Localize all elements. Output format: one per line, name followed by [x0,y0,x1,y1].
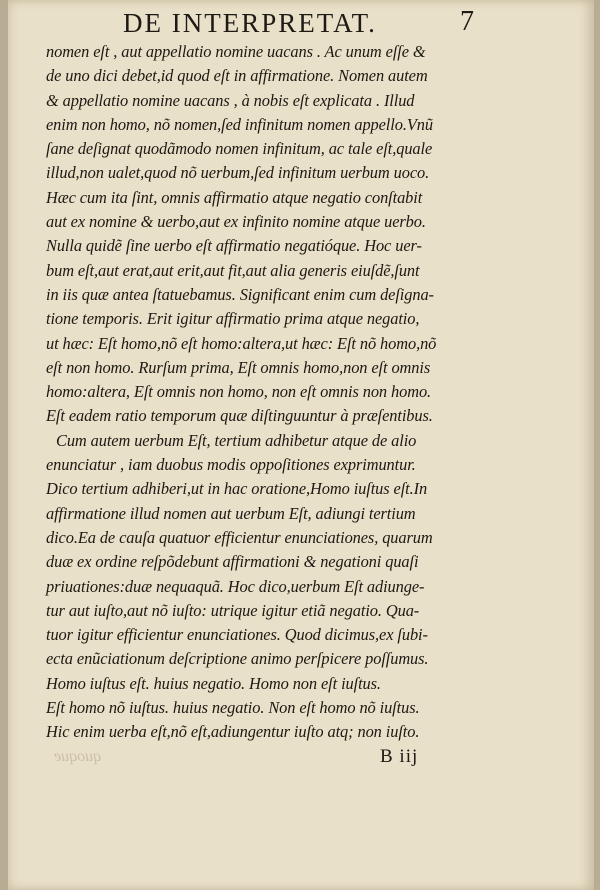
text-line: tione temporis. Erit igitur affirmatio prima atque negatio, [46,309,420,329]
text-line: Homo iuſtus eſt. huius negatio. Homo non eſt iuſtus. [46,673,381,693]
text-line: duæ ex ordine reſpõdebunt affirmationi & negationi quaſi [46,552,419,572]
text-line: nomen eſt , aut appellatio nomine uacans . Ac unum eſſe & [46,42,426,61]
text-line: ſane deſignat quodãmodo nomen infinitum, ac tale eſt,quale [46,139,433,159]
text-line: priuationes:duæ nequaquã. Hoc dico,uerbum Eſt adiunge- [46,576,425,596]
running-title: DE INTERPRETAT. [123,8,377,38]
text-line: tuor igitur efficientur enunciationes. Quod dicimus,ex ſubi- [46,625,428,645]
text-line: bum eſt,aut erat,aut erit,aut fit,aut alia generis eiuſdẽ,ſunt [46,260,420,280]
text-line: de uno dici debet,id quod eſt in affirmatione. Nomen autem [46,66,428,86]
text-line: affirmatione illud nomen aut uerbum Eſt, adiungi tertium [46,503,416,523]
page-header [8,6,594,40]
text-line: in iis quæ antea ſtatuebamus. Significant enim cum deſigna- [46,284,434,304]
book-page [8,0,594,890]
text-line: illud,non ualet,quod nõ uerbum,ſed infinitum uerbum uoco. [46,163,430,183]
text-line: enim non homo, nõ nomen,ſed infinitum nomen appello.Vnũ [46,114,433,134]
text-line: ut hæc: Eſt homo,nõ eſt homo:altera,ut hæc: Eſt nõ homo,nõ [46,333,437,353]
text-line: ecta enũciationum deſcriptione animo perſpicere poſſumus. [46,649,429,669]
signature-mark: B iij [380,746,419,767]
text-line: Nulla quidẽ ſine uerbo eſt affirmatio negatióque. Hoc uer- [46,236,422,256]
text-line: enunciatur , iam duobus modis oppoſitiones exprimuntur. [46,455,416,475]
text-line: Dico tertium adhiberi,ut in hac oratione,Homo iuſtus eſt.In [46,479,428,499]
text-line: tur aut iuſto,aut nõ iuſto: utrique igitur etiã negatio. Qua- [46,600,420,620]
text-line: Eſt eadem ratio temporum quæ diſtinguuntur à præſentibus. [46,406,433,426]
text-line: Hic enim uerba eſt,nõ eſt,adiungentur iuſto atq; non iuſto. [46,722,420,742]
text-line: Eſt homo nõ iuſtus. huius negatio. Non eſt homo nõ iuſtus. [46,698,420,718]
text-line: aut ex nomine & uerbo,aut ex infinito nomine atque uerbo. [46,212,426,232]
text-line: Cum autem uerbum Eſt, tertium adhibetur atque de alio [56,430,417,450]
text-line: eſt non homo. Rurſum prima, Eſt omnis homo,non eſt omnis [46,357,431,377]
text-line: homo:altera, Eſt omnis non homo, non eſt omnis non homo. [46,382,432,402]
show-through-text: quoque [54,748,102,765]
text-line: & appellatio nomine uacans , à nobis eſt explicata . Illud [46,90,415,110]
text-line: Hæc cum ita ſint, omnis affirmatio atque negatio conſtabit [46,187,423,207]
page-number: 7 [460,6,474,37]
body-text [46,40,486,745]
text-line: dico.Ea de cauſa quatuor efficientur enunciationes, quarum [46,527,433,547]
